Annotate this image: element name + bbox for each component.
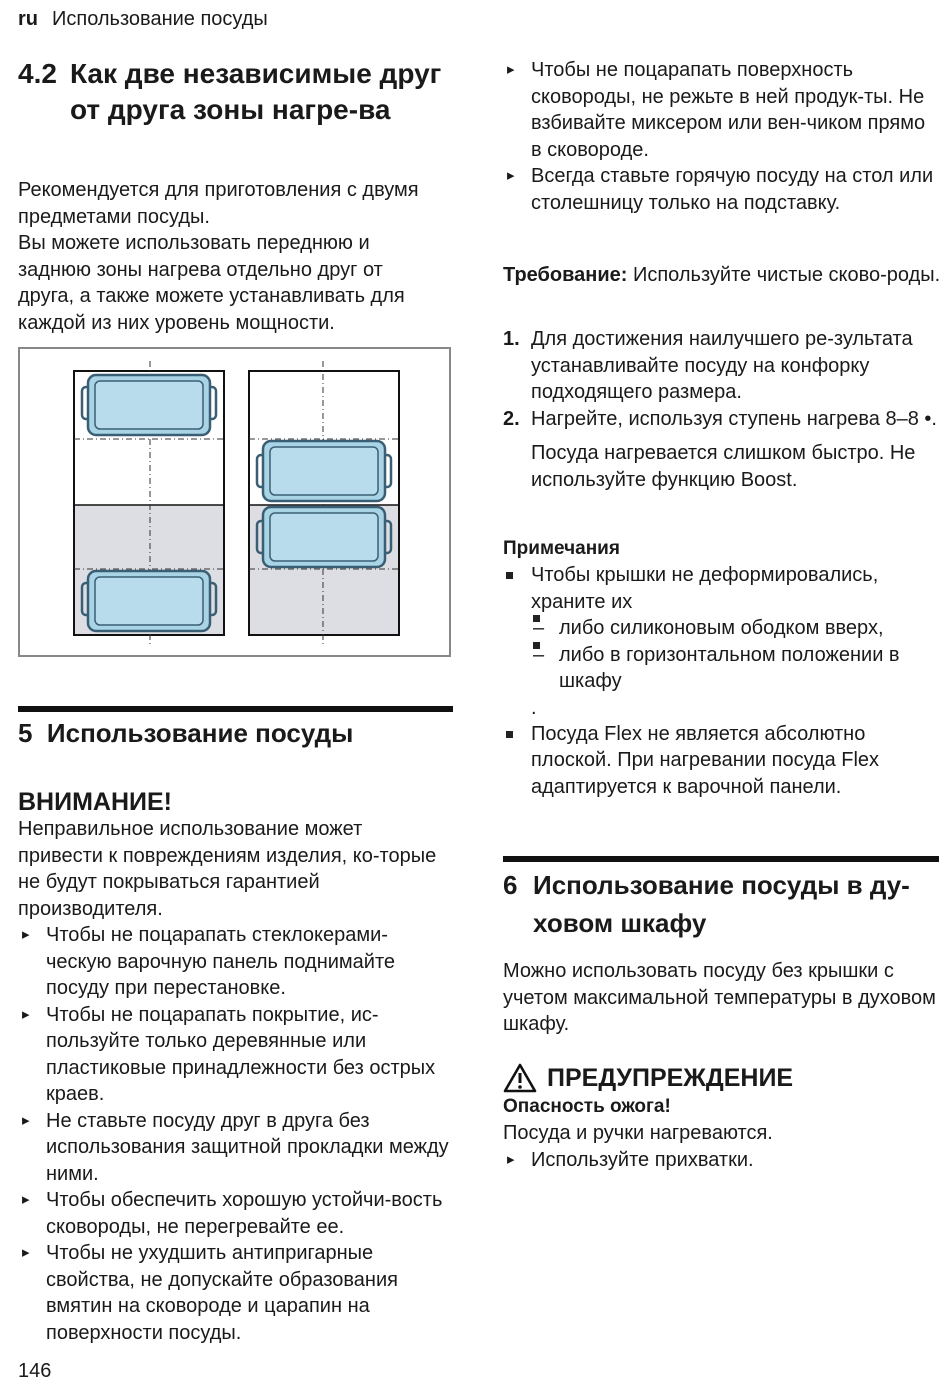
warning-block bbox=[503, 1062, 943, 1173]
list-item: ▸ Не ставьте посуду друг в друга без использования защитной прокладки между ними. bbox=[18, 1108, 452, 1188]
action-list bbox=[503, 1147, 943, 1174]
section-rule bbox=[503, 856, 939, 862]
bullet-list bbox=[503, 57, 941, 216]
attention-text: Неправильное использование может привести к повреждениям изделия, ко-торые не будут покрываться гарантией производителя. bbox=[18, 818, 437, 920]
notes-title: Примечания bbox=[503, 538, 620, 559]
list-item: ▸ Всегда ставьте горячую посуду на стол или столешницу только на подставку. bbox=[503, 163, 941, 216]
right-column-bullets bbox=[503, 57, 941, 216]
pan-icon bbox=[82, 571, 216, 631]
list-item bbox=[503, 562, 943, 695]
notes-list bbox=[503, 721, 943, 801]
sub-list-item: – либо силиконовым ободком вверх, bbox=[531, 615, 943, 642]
list-item: ▸ Чтобы обеспечить хорошую устойчи-вость сковороды, не перегревайте ее. bbox=[18, 1187, 452, 1240]
section-6-body bbox=[503, 958, 943, 1038]
section-number: 5 bbox=[18, 718, 33, 748]
note-text: Чтобы крышки не деформировались, храните их bbox=[531, 564, 879, 613]
warning-title: ПРЕДУПРЕЖДЕНИЕ bbox=[547, 1064, 794, 1092]
language-code: ru bbox=[18, 8, 38, 30]
notes-list bbox=[503, 562, 943, 695]
list-item: ▸ Используйте прихватки. bbox=[503, 1147, 943, 1174]
paragraph: Рекомендуется для приготовления с двумя предметами посуды. bbox=[18, 179, 419, 228]
running-header bbox=[18, 8, 268, 31]
warning-header bbox=[503, 1062, 943, 1094]
notes-block bbox=[503, 536, 943, 800]
cooking-zones-illustration bbox=[20, 349, 449, 655]
requirement bbox=[503, 262, 941, 289]
running-header-title: Использование посуды bbox=[52, 8, 268, 30]
section-title: Как две независимые друг от друга зоны нагре-ва bbox=[70, 58, 442, 125]
hazard-title: Опасность ожога! bbox=[503, 1096, 671, 1117]
step-item bbox=[503, 326, 941, 406]
section-title: Использование посуды bbox=[46, 718, 354, 748]
step-item bbox=[503, 406, 941, 433]
list-item: Посуда Flex не является абсолютно плоской. При нагревании посуда Flex адаптируется к варочной панели. bbox=[503, 721, 943, 801]
attention-bullets bbox=[18, 922, 452, 1346]
requirement-label: Требование: bbox=[503, 264, 628, 286]
stray-dot: . bbox=[531, 696, 537, 719]
list-item: ▸ Чтобы не поцарапать стеклокерами-ческую варочную панель поднимайте посуду при перестановке. bbox=[18, 922, 452, 1002]
pan-icon bbox=[257, 441, 391, 501]
sub-list-item: – либо в горизонтальном положении в шкафу bbox=[531, 642, 943, 695]
pan-icon bbox=[82, 375, 216, 435]
section-4-2-body bbox=[18, 177, 443, 336]
section-6-heading bbox=[503, 866, 943, 942]
paragraph: Можно использовать посуду без крышки с учетом максимальной температуры в духовом шкафу. bbox=[503, 960, 936, 1035]
section-number: 4.2 bbox=[18, 58, 57, 89]
steps-list bbox=[503, 326, 941, 432]
attention-title: ВНИМАНИЕ! bbox=[18, 788, 172, 816]
page-number: 146 bbox=[18, 1360, 52, 1382]
step-text: Для достижения наилучшего ре-зультата устанавливайте посуду на конфорку подходящего размера. bbox=[531, 328, 913, 403]
section-number: 6 bbox=[503, 870, 518, 900]
list-item: ▸ Чтобы не поцарапать покрытие, ис-пользуйте только деревянные или пластиковые принадлежности без острых краев. bbox=[18, 1002, 452, 1108]
cooking-zones-figure bbox=[18, 347, 451, 657]
hazard-text: Посуда и ручки нагреваются. bbox=[503, 1122, 773, 1144]
paragraph: Вы можете использовать переднюю и заднюю зоны нагрева отдельно друг от друга, а также можете устанавливать для каждой из них уровень мощности. bbox=[18, 232, 405, 334]
attention-block bbox=[18, 788, 452, 1346]
step-number: 2. bbox=[503, 407, 520, 430]
section-5-heading bbox=[18, 716, 353, 750]
step-number: 1. bbox=[503, 328, 520, 350]
section-title: Использование посуды в ду-ховом шкафу bbox=[533, 870, 910, 938]
section-4-2-heading bbox=[18, 56, 448, 128]
step-result: Посуда нагревается слишком быстро. Не используйте функцию Boost. bbox=[531, 442, 916, 491]
list-item: ▸ Чтобы не ухудшить антипригарные свойства, не допускайте образования вмятин на сковороде и царапин на поверхности посуды. bbox=[18, 1240, 452, 1346]
sub-list bbox=[531, 615, 943, 695]
section-rule bbox=[18, 706, 453, 712]
list-item: ▸ Чтобы не поцарапать поверхность сковороды, не режьте в ней продук-ты. Не взбивайте миксером или вен-чиком прямо в сковороде. bbox=[503, 57, 941, 163]
steps-block bbox=[503, 326, 941, 493]
requirement-block bbox=[503, 262, 941, 289]
requirement-text: Используйте чистые сково-роды. bbox=[627, 264, 941, 286]
warning-triangle-icon bbox=[503, 1063, 537, 1093]
step-text: Нагрейте, используя ступень нагрева 8–8 •. bbox=[531, 407, 937, 430]
pan-icon bbox=[257, 507, 391, 567]
